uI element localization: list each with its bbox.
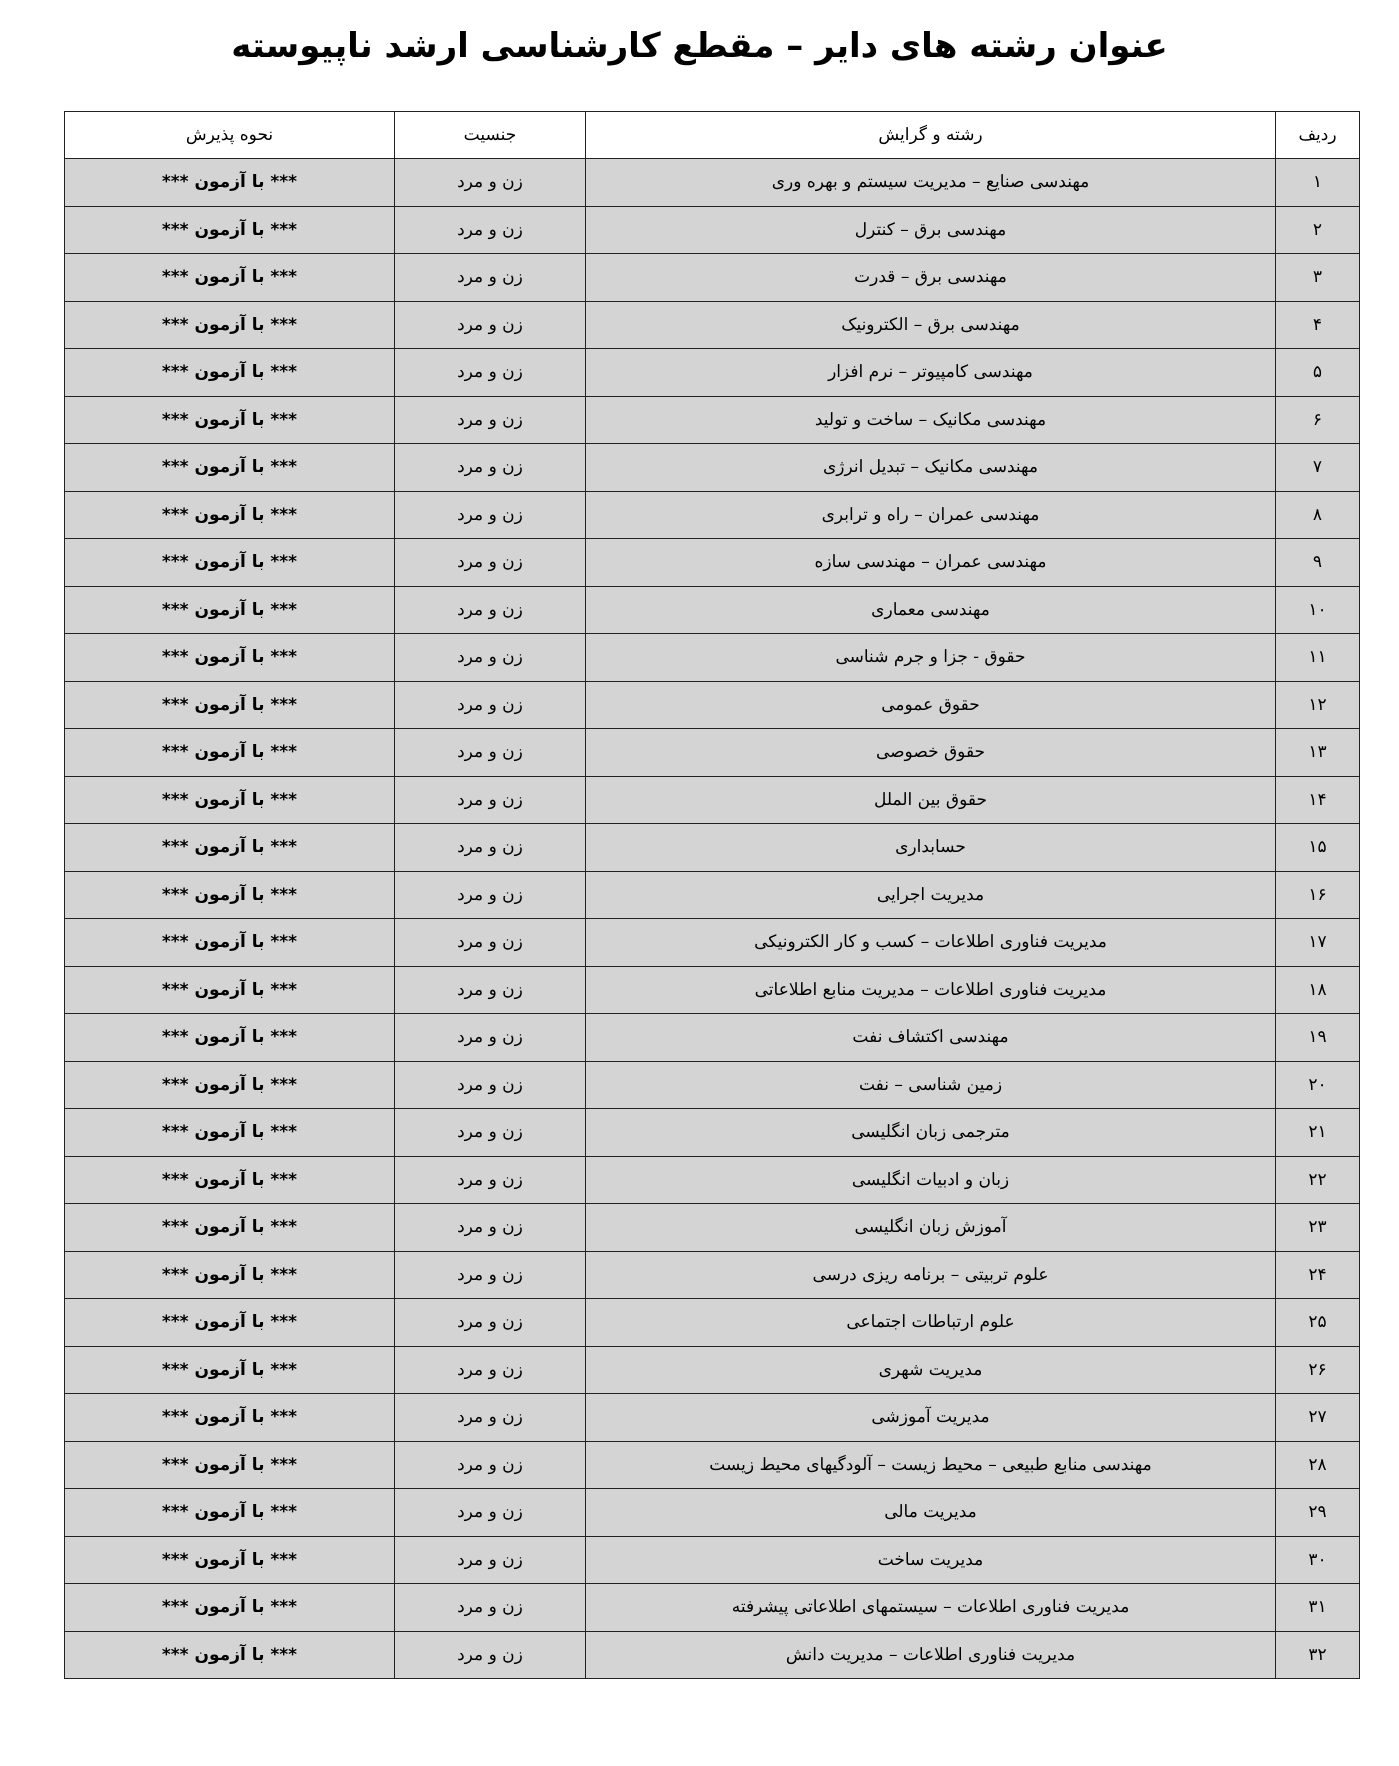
table-row	[65, 1014, 1360, 1062]
cell-row-number: ۳۲	[1276, 1631, 1360, 1679]
cell-row-number: ۱۸	[1276, 966, 1360, 1014]
fields-table	[64, 111, 1360, 1679]
cell-admission: *** با آزمون ***	[65, 776, 395, 824]
cell-gender: زن و مرد	[395, 444, 586, 492]
cell-admission: *** با آزمون ***	[65, 871, 395, 919]
cell-gender: زن و مرد	[395, 1156, 586, 1204]
cell-admission: *** با آزمون ***	[65, 1061, 395, 1109]
cell-field: حقوق عمومی	[586, 681, 1276, 729]
table-body	[65, 159, 1360, 1679]
cell-gender: زن و مرد	[395, 776, 586, 824]
table-row	[65, 1346, 1360, 1394]
cell-row-number: ۱	[1276, 159, 1360, 207]
table-row	[65, 301, 1360, 349]
cell-gender: زن و مرد	[395, 491, 586, 539]
table-row	[65, 1299, 1360, 1347]
cell-field: مهندسی معماری	[586, 586, 1276, 634]
cell-gender: زن و مرد	[395, 966, 586, 1014]
cell-row-number: ۳	[1276, 254, 1360, 302]
cell-row-number: ۱۵	[1276, 824, 1360, 872]
cell-field: مهندسی برق – الکترونیک	[586, 301, 1276, 349]
cell-gender: زن و مرد	[395, 1489, 586, 1537]
cell-field: مهندسی عمران – راه و ترابری	[586, 491, 1276, 539]
cell-admission: *** با آزمون ***	[65, 1441, 395, 1489]
cell-admission: *** با آزمون ***	[65, 1584, 395, 1632]
table-row	[65, 1251, 1360, 1299]
cell-gender: زن و مرد	[395, 301, 586, 349]
cell-admission: *** با آزمون ***	[65, 824, 395, 872]
cell-row-number: ۲۱	[1276, 1109, 1360, 1157]
cell-gender: زن و مرد	[395, 919, 586, 967]
cell-field: آموزش زبان انگلیسی	[586, 1204, 1276, 1252]
cell-gender: زن و مرد	[395, 871, 586, 919]
cell-gender: زن و مرد	[395, 1204, 586, 1252]
table-row	[65, 1204, 1360, 1252]
cell-row-number: ۲۰	[1276, 1061, 1360, 1109]
cell-admission: *** با آزمون ***	[65, 966, 395, 1014]
header-admission: نحوه پذیرش	[65, 112, 395, 159]
header-row-number: ردیف	[1276, 112, 1360, 159]
cell-field: مدیریت آموزشی	[586, 1394, 1276, 1442]
cell-admission: *** با آزمون ***	[65, 491, 395, 539]
table-row	[65, 1536, 1360, 1584]
cell-admission: *** با آزمون ***	[65, 1536, 395, 1584]
cell-admission: *** با آزمون ***	[65, 159, 395, 207]
cell-gender: زن و مرد	[395, 1536, 586, 1584]
cell-gender: زن و مرد	[395, 1109, 586, 1157]
cell-gender: زن و مرد	[395, 824, 586, 872]
cell-admission: *** با آزمون ***	[65, 206, 395, 254]
cell-field: مترجمی زبان انگلیسی	[586, 1109, 1276, 1157]
cell-row-number: ۲۴	[1276, 1251, 1360, 1299]
cell-row-number: ۱۶	[1276, 871, 1360, 919]
cell-admission: *** با آزمون ***	[65, 1204, 395, 1252]
cell-gender: زن و مرد	[395, 206, 586, 254]
cell-field: مدیریت اجرایی	[586, 871, 1276, 919]
cell-row-number: ۳۱	[1276, 1584, 1360, 1632]
cell-row-number: ۱۲	[1276, 681, 1360, 729]
cell-gender: زن و مرد	[395, 1394, 586, 1442]
table-row	[65, 1394, 1360, 1442]
cell-row-number: ۲۹	[1276, 1489, 1360, 1537]
cell-row-number: ۱۱	[1276, 634, 1360, 682]
table-row	[65, 1061, 1360, 1109]
cell-admission: *** با آزمون ***	[65, 396, 395, 444]
cell-admission: *** با آزمون ***	[65, 1299, 395, 1347]
cell-field: مهندسی عمران – مهندسی سازه	[586, 539, 1276, 587]
cell-field: مدیریت فناوری اطلاعات – مدیریت دانش	[586, 1631, 1276, 1679]
cell-admission: *** با آزمون ***	[65, 1489, 395, 1537]
cell-row-number: ۲۷	[1276, 1394, 1360, 1442]
cell-gender: زن و مرد	[395, 1441, 586, 1489]
cell-admission: *** با آزمون ***	[65, 1014, 395, 1062]
table-row	[65, 776, 1360, 824]
cell-admission: *** با آزمون ***	[65, 681, 395, 729]
cell-gender: زن و مرد	[395, 1251, 586, 1299]
cell-admission: *** با آزمون ***	[65, 919, 395, 967]
table-row	[65, 539, 1360, 587]
cell-gender: زن و مرد	[395, 396, 586, 444]
cell-field: زبان و ادبیات انگلیسی	[586, 1156, 1276, 1204]
cell-row-number: ۲۶	[1276, 1346, 1360, 1394]
cell-row-number: ۲۳	[1276, 1204, 1360, 1252]
cell-row-number: ۳۰	[1276, 1536, 1360, 1584]
cell-admission: *** با آزمون ***	[65, 1109, 395, 1157]
cell-admission: *** با آزمون ***	[65, 1251, 395, 1299]
cell-row-number: ۷	[1276, 444, 1360, 492]
cell-field: مدیریت ساخت	[586, 1536, 1276, 1584]
table-row	[65, 1631, 1360, 1679]
table-row	[65, 729, 1360, 777]
cell-field: مهندسی منابع طبیعی – محیط زیست – آلودگیهای محیط زیست	[586, 1441, 1276, 1489]
cell-field: حقوق - جزا و جرم شناسی	[586, 634, 1276, 682]
table-row	[65, 491, 1360, 539]
cell-gender: زن و مرد	[395, 254, 586, 302]
table-row	[65, 586, 1360, 634]
cell-row-number: ۱۳	[1276, 729, 1360, 777]
cell-field: مهندسی کامپیوتر – نرم افزار	[586, 349, 1276, 397]
cell-field: مهندسی صنایع – مدیریت سیستم و بهره وری	[586, 159, 1276, 207]
cell-row-number: ۱۹	[1276, 1014, 1360, 1062]
cell-row-number: ۲۲	[1276, 1156, 1360, 1204]
cell-field: حقوق خصوصی	[586, 729, 1276, 777]
table-row	[65, 444, 1360, 492]
cell-field: علوم ارتباطات اجتماعی	[586, 1299, 1276, 1347]
cell-gender: زن و مرد	[395, 349, 586, 397]
table-row	[65, 1584, 1360, 1632]
table-row	[65, 1156, 1360, 1204]
cell-row-number: ۲۸	[1276, 1441, 1360, 1489]
cell-field: مدیریت فناوری اطلاعات – سیستمهای اطلاعاتی پیشرفته	[586, 1584, 1276, 1632]
table-row	[65, 966, 1360, 1014]
table-header-row	[65, 112, 1360, 159]
cell-field: زمین شناسی – نفت	[586, 1061, 1276, 1109]
table-row	[65, 349, 1360, 397]
cell-field: مهندسی مکانیک – تبدیل انرژی	[586, 444, 1276, 492]
cell-admission: *** با آزمون ***	[65, 1346, 395, 1394]
cell-field: مهندسی برق – قدرت	[586, 254, 1276, 302]
cell-gender: زن و مرد	[395, 634, 586, 682]
cell-admission: *** با آزمون ***	[65, 349, 395, 397]
header-gender: جنسیت	[395, 112, 586, 159]
cell-admission: *** با آزمون ***	[65, 539, 395, 587]
cell-field: حسابداری	[586, 824, 1276, 872]
table-row	[65, 254, 1360, 302]
cell-admission: *** با آزمون ***	[65, 729, 395, 777]
table-row	[65, 681, 1360, 729]
cell-row-number: ۱۷	[1276, 919, 1360, 967]
table-row	[65, 919, 1360, 967]
table-row	[65, 159, 1360, 207]
cell-field: مدیریت مالی	[586, 1489, 1276, 1537]
cell-row-number: ۹	[1276, 539, 1360, 587]
cell-gender: زن و مرد	[395, 586, 586, 634]
cell-field: مهندسی اکتشاف نفت	[586, 1014, 1276, 1062]
table-row	[65, 824, 1360, 872]
cell-row-number: ۱۰	[1276, 586, 1360, 634]
table-row	[65, 1441, 1360, 1489]
cell-gender: زن و مرد	[395, 1631, 586, 1679]
cell-admission: *** با آزمون ***	[65, 634, 395, 682]
table-row	[65, 396, 1360, 444]
cell-gender: زن و مرد	[395, 729, 586, 777]
cell-field: مدیریت شهری	[586, 1346, 1276, 1394]
cell-admission: *** با آزمون ***	[65, 1394, 395, 1442]
cell-field: علوم تربیتی – برنامه ریزی درسی	[586, 1251, 1276, 1299]
cell-field: مهندسی برق – کنترل	[586, 206, 1276, 254]
cell-row-number: ۴	[1276, 301, 1360, 349]
cell-field: حقوق بین الملل	[586, 776, 1276, 824]
table-row	[65, 634, 1360, 682]
cell-admission: *** با آزمون ***	[65, 254, 395, 302]
cell-row-number: ۵	[1276, 349, 1360, 397]
cell-field: مدیریت فناوری اطلاعات – مدیریت منابع اطلاعاتی	[586, 966, 1276, 1014]
cell-admission: *** با آزمون ***	[65, 301, 395, 349]
header-field: رشته و گرایش	[586, 112, 1276, 159]
cell-gender: زن و مرد	[395, 1584, 586, 1632]
cell-row-number: ۶	[1276, 396, 1360, 444]
cell-gender: زن و مرد	[395, 159, 586, 207]
table-row	[65, 871, 1360, 919]
cell-gender: زن و مرد	[395, 681, 586, 729]
cell-field: مدیریت فناوری اطلاعات – کسب و کار الکترونیکی	[586, 919, 1276, 967]
cell-row-number: ۲۵	[1276, 1299, 1360, 1347]
cell-admission: *** با آزمون ***	[65, 586, 395, 634]
cell-gender: زن و مرد	[395, 1299, 586, 1347]
cell-gender: زن و مرد	[395, 1014, 586, 1062]
table-row	[65, 206, 1360, 254]
cell-field: مهندسی مکانیک – ساخت و تولید	[586, 396, 1276, 444]
cell-row-number: ۲	[1276, 206, 1360, 254]
cell-gender: زن و مرد	[395, 539, 586, 587]
cell-gender: زن و مرد	[395, 1061, 586, 1109]
cell-row-number: ۸	[1276, 491, 1360, 539]
cell-admission: *** با آزمون ***	[65, 444, 395, 492]
cell-admission: *** با آزمون ***	[65, 1631, 395, 1679]
page-title: عنوان رشته های دایر – مقطع کارشناسی ارشد ناپیوسته	[231, 26, 1168, 66]
cell-admission: *** با آزمون ***	[65, 1156, 395, 1204]
table-row	[65, 1489, 1360, 1537]
cell-gender: زن و مرد	[395, 1346, 586, 1394]
cell-row-number: ۱۴	[1276, 776, 1360, 824]
table-row	[65, 1109, 1360, 1157]
